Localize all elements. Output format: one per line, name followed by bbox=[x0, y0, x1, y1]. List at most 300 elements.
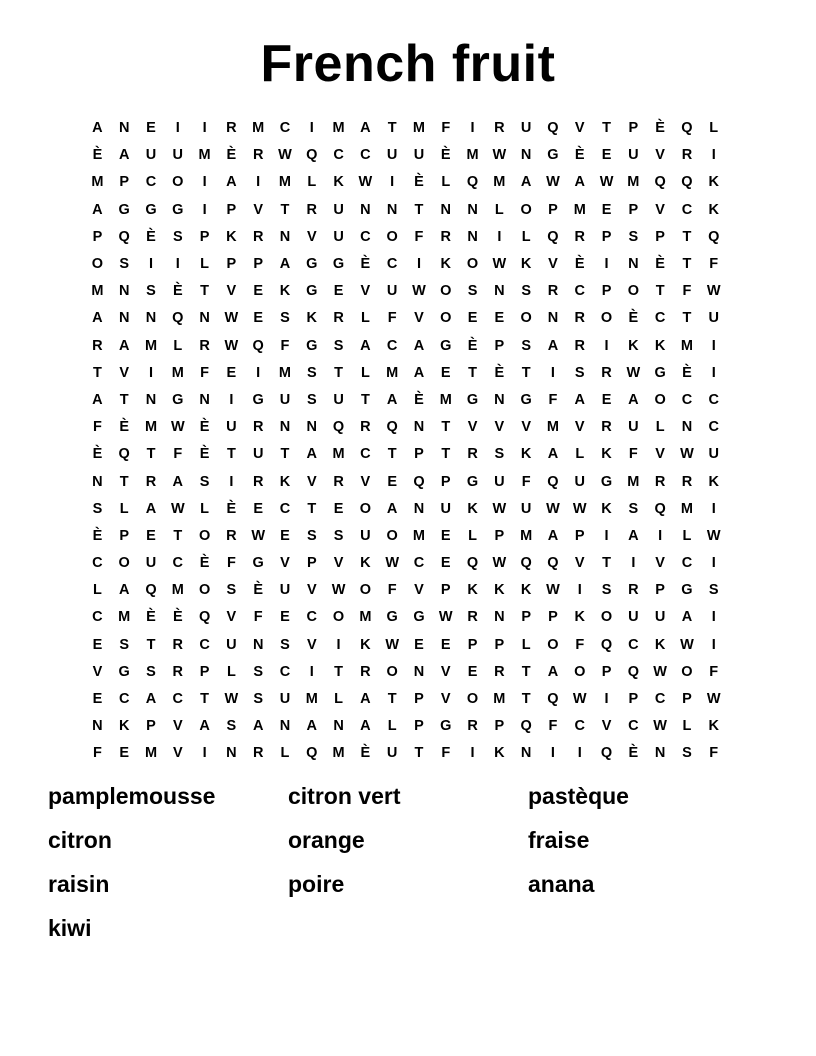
grid-letter: O bbox=[627, 283, 639, 300]
grid-letter: E bbox=[601, 391, 612, 408]
grid-letter: T bbox=[173, 527, 183, 544]
grid-letter: C bbox=[306, 609, 318, 626]
grid-letter: L bbox=[334, 691, 343, 708]
grid-letter: V bbox=[226, 609, 237, 626]
grid-letter: L bbox=[119, 500, 129, 517]
grid-letter: U bbox=[279, 582, 291, 599]
grid-letter: S bbox=[306, 527, 317, 544]
grid-letter: V bbox=[253, 201, 264, 218]
grid-letter: P bbox=[414, 718, 424, 735]
grid-letter: È bbox=[440, 147, 451, 164]
grid-row bbox=[84, 496, 732, 523]
grid-letter: I bbox=[229, 391, 234, 408]
grid-letter: L bbox=[494, 201, 504, 218]
grid-letter: N bbox=[92, 718, 103, 735]
word-list-item: citron vert bbox=[288, 783, 401, 809]
grid-letter: A bbox=[547, 337, 559, 354]
grid-letter: O bbox=[466, 691, 479, 708]
grid-letter: C bbox=[413, 555, 425, 572]
grid-letter: O bbox=[681, 663, 693, 680]
grid-letter: Q bbox=[547, 120, 559, 137]
grid-letter: Q bbox=[198, 609, 211, 626]
grid-letter: I bbox=[711, 609, 716, 626]
grid-letter: P bbox=[601, 663, 612, 680]
grid-letter: P bbox=[574, 527, 585, 544]
grid-letter: L bbox=[226, 663, 236, 680]
grid-letter: W bbox=[706, 691, 721, 708]
grid-letter: È bbox=[146, 609, 156, 626]
grid-letter: T bbox=[387, 446, 397, 463]
grid-letter: U bbox=[574, 473, 585, 490]
grid-letter: M bbox=[252, 120, 265, 137]
grid-letter: Q bbox=[332, 419, 345, 436]
grid-letter: S bbox=[306, 391, 317, 408]
grid-letter: P bbox=[494, 718, 505, 735]
grid-letter: E bbox=[440, 555, 451, 572]
word-list-item: pamplemousse bbox=[48, 783, 216, 809]
grid-letter: È bbox=[467, 337, 478, 354]
grid-letter: M bbox=[520, 527, 533, 544]
grid-letter: S bbox=[574, 364, 585, 381]
grid-letter: P bbox=[655, 228, 665, 245]
grid-letter: G bbox=[306, 256, 318, 273]
grid-letter: S bbox=[521, 337, 531, 354]
grid-letter: F bbox=[92, 745, 102, 762]
grid-letter: T bbox=[682, 228, 692, 245]
grid-letter: F bbox=[521, 473, 531, 490]
grid-letter: O bbox=[118, 555, 130, 572]
grid-letter: U bbox=[386, 147, 398, 164]
grid-letter: Q bbox=[547, 473, 559, 490]
grid-letter: Q bbox=[145, 582, 157, 599]
grid-letter: E bbox=[92, 691, 103, 708]
grid-letter: G bbox=[172, 391, 184, 408]
grid-letter: A bbox=[547, 663, 559, 680]
grid-letter: U bbox=[172, 147, 184, 164]
grid-letter: T bbox=[334, 364, 343, 381]
grid-letter: V bbox=[280, 555, 290, 572]
grid-letter: R bbox=[252, 745, 264, 762]
grid-letter: P bbox=[521, 609, 531, 626]
grid-row bbox=[84, 169, 732, 196]
grid-letter: A bbox=[92, 310, 103, 327]
grid-letter: K bbox=[520, 582, 532, 599]
grid-letter: K bbox=[494, 582, 505, 599]
grid-letter: P bbox=[628, 120, 639, 137]
word-list-item: orange bbox=[288, 827, 365, 853]
grid-letter: T bbox=[119, 391, 129, 408]
grid-letter: K bbox=[654, 337, 666, 354]
grid-letter: R bbox=[360, 663, 371, 680]
grid-letter: K bbox=[601, 446, 612, 463]
grid-letter: M bbox=[278, 364, 292, 381]
grid-letter: M bbox=[546, 419, 559, 436]
grid-letter: G bbox=[118, 663, 130, 680]
grid-letter: O bbox=[386, 527, 398, 544]
grid-letter: P bbox=[253, 256, 264, 273]
grid-letter: R bbox=[306, 201, 318, 218]
grid-letter: M bbox=[627, 174, 640, 191]
grid-letter: I bbox=[309, 663, 314, 680]
grid-letter: T bbox=[682, 256, 692, 273]
grid-letter: O bbox=[520, 310, 532, 327]
grid-letter: P bbox=[494, 527, 505, 544]
grid-letter: E bbox=[601, 147, 612, 164]
grid-letter: C bbox=[386, 337, 398, 354]
word-list-item: anana bbox=[528, 871, 595, 897]
grid-letter: I bbox=[148, 256, 153, 273]
grid-letter: I bbox=[390, 174, 395, 191]
grid-letter: F bbox=[682, 283, 692, 300]
grid-letter: S bbox=[119, 636, 130, 653]
grid-letter: I bbox=[229, 473, 234, 490]
grid-row bbox=[84, 142, 732, 169]
grid-letter: A bbox=[306, 718, 318, 735]
grid-letter: U bbox=[333, 228, 344, 245]
grid-letter: C bbox=[574, 718, 585, 735]
grid-letter: W bbox=[385, 636, 399, 653]
grid-letter: T bbox=[307, 500, 317, 517]
grid-letter: N bbox=[520, 745, 532, 762]
grid-letter: È bbox=[414, 174, 424, 191]
grid-letter: G bbox=[466, 391, 479, 408]
grid-letter: W bbox=[492, 555, 507, 572]
grid-letter: A bbox=[92, 391, 103, 408]
grid-letter: R bbox=[681, 473, 693, 490]
grid-letter: N bbox=[333, 718, 344, 735]
grid-letter: M bbox=[412, 527, 425, 544]
grid-letter: T bbox=[200, 283, 210, 300]
grid-letter: U bbox=[628, 419, 639, 436]
grid-letter: F bbox=[709, 745, 719, 762]
grid-letter: È bbox=[226, 147, 237, 164]
grid-letter: Q bbox=[547, 555, 559, 572]
grid-letter: K bbox=[654, 636, 666, 653]
grid-letter: V bbox=[360, 473, 371, 490]
grid-letter: A bbox=[547, 446, 559, 463]
grid-letter: E bbox=[440, 636, 451, 653]
grid-letter: M bbox=[332, 745, 345, 762]
grid-letter: F bbox=[414, 228, 424, 245]
grid-letter: C bbox=[145, 174, 157, 191]
grid-row bbox=[84, 686, 732, 713]
grid-letter: V bbox=[601, 718, 612, 735]
grid-row bbox=[84, 251, 732, 278]
grid-letter: È bbox=[628, 310, 639, 327]
grid-letter: R bbox=[333, 473, 344, 490]
grid-letter: R bbox=[574, 310, 585, 327]
grid-letter: W bbox=[492, 256, 507, 273]
grid-letter: Q bbox=[386, 419, 398, 436]
grid-letter: F bbox=[387, 582, 397, 599]
grid-letter: I bbox=[202, 201, 207, 218]
grid-row bbox=[84, 224, 732, 251]
grid-letter: I bbox=[256, 364, 261, 381]
grid-letter: U bbox=[226, 636, 237, 653]
grid-letter: V bbox=[440, 691, 451, 708]
grid-letter: R bbox=[574, 337, 585, 354]
grid-letter: E bbox=[467, 663, 478, 680]
grid-letter: V bbox=[306, 473, 317, 490]
grid-letter: C bbox=[279, 500, 291, 517]
grid-letter: S bbox=[146, 283, 156, 300]
grid-letter: È bbox=[574, 256, 585, 273]
grid-letter: Q bbox=[600, 636, 613, 653]
grid-letter: V bbox=[655, 201, 665, 218]
grid-letter: R bbox=[494, 120, 505, 137]
grid-letter: U bbox=[628, 147, 639, 164]
grid-letter: R bbox=[628, 582, 639, 599]
grid-letter: P bbox=[628, 201, 639, 218]
grid-letter: C bbox=[628, 636, 639, 653]
grid-letter: P bbox=[414, 446, 424, 463]
grid-letter: R bbox=[574, 228, 585, 245]
grid-letter: F bbox=[253, 609, 263, 626]
grid-letter: N bbox=[279, 718, 291, 735]
grid-letter: W bbox=[278, 147, 292, 164]
grid-letter: E bbox=[440, 527, 451, 544]
grid-letter: Q bbox=[118, 228, 130, 245]
grid-letter: S bbox=[682, 745, 692, 762]
grid-letter: F bbox=[628, 446, 638, 463]
grid-letter: P bbox=[199, 663, 210, 680]
grid-letter: S bbox=[172, 228, 183, 245]
grid-letter: I bbox=[711, 500, 716, 517]
grid-letter: R bbox=[199, 337, 210, 354]
grid-letter: P bbox=[92, 228, 103, 245]
grid-letter: Q bbox=[306, 745, 318, 762]
grid-letter: W bbox=[224, 337, 239, 354]
grid-letter: A bbox=[118, 582, 130, 599]
grid-letter: È bbox=[226, 500, 237, 517]
grid-letter: L bbox=[200, 256, 210, 273]
grid-letter: C bbox=[681, 555, 693, 572]
grid-letter: K bbox=[279, 473, 291, 490]
grid-letter: W bbox=[680, 636, 694, 653]
grid-letter: A bbox=[628, 391, 639, 408]
grid-letter: K bbox=[520, 446, 532, 463]
grid-letter: V bbox=[521, 419, 531, 436]
grid-letter: R bbox=[440, 228, 451, 245]
grid-letter: G bbox=[654, 364, 666, 381]
grid-letter: R bbox=[494, 663, 505, 680]
grid-letter: E bbox=[280, 527, 290, 544]
grid-letter: N bbox=[413, 500, 425, 517]
grid-letter: E bbox=[280, 609, 290, 626]
word-list-item: fraise bbox=[528, 827, 590, 853]
grid-letter: M bbox=[171, 582, 184, 599]
grid-letter: Q bbox=[413, 473, 425, 490]
grid-letter: U bbox=[333, 201, 344, 218]
grid-letter: I bbox=[711, 364, 716, 381]
grid-letter: R bbox=[252, 228, 264, 245]
grid-letter: N bbox=[494, 283, 505, 300]
grid-letter: G bbox=[306, 337, 318, 354]
grid-letter: È bbox=[360, 745, 371, 762]
grid-letter: O bbox=[466, 256, 479, 273]
grid-letter: P bbox=[119, 527, 130, 544]
grid-letter: O bbox=[520, 201, 532, 218]
grid-letter: E bbox=[440, 364, 451, 381]
grid-letter: T bbox=[441, 419, 451, 436]
grid-letter: O bbox=[332, 609, 345, 626]
grid-letter: A bbox=[681, 609, 693, 626]
grid-letter: P bbox=[306, 555, 317, 572]
grid-letter: V bbox=[172, 745, 183, 762]
grid-letter: N bbox=[413, 419, 425, 436]
grid-letter: M bbox=[144, 337, 158, 354]
grid-letter: T bbox=[602, 120, 611, 137]
grid-letter: Q bbox=[547, 691, 559, 708]
grid-letter: M bbox=[680, 500, 693, 517]
grid-letter: N bbox=[467, 228, 478, 245]
grid-letter: I bbox=[175, 120, 180, 137]
grid-letter: I bbox=[550, 745, 555, 762]
grid-letter: A bbox=[360, 718, 371, 735]
grid-letter: K bbox=[360, 636, 371, 653]
grid-letter: R bbox=[172, 636, 184, 653]
grid-letter: F bbox=[226, 555, 236, 572]
grid-letter: Q bbox=[520, 555, 532, 572]
grid-letter: S bbox=[306, 364, 317, 381]
grid-letter: T bbox=[387, 120, 397, 137]
grid-letter: V bbox=[306, 582, 317, 599]
grid-letter: E bbox=[467, 310, 478, 327]
grid-letter: N bbox=[467, 201, 478, 218]
grid-letter: A bbox=[413, 337, 425, 354]
grid-letter: P bbox=[146, 718, 156, 735]
grid-letter: S bbox=[494, 446, 505, 463]
grid-letter: I bbox=[309, 120, 314, 137]
grid-letter: T bbox=[682, 310, 692, 327]
grid-row bbox=[84, 577, 732, 604]
grid-letter: Q bbox=[118, 446, 130, 463]
grid-letter: N bbox=[547, 310, 559, 327]
grid-letter: A bbox=[92, 120, 103, 137]
grid-letter: M bbox=[332, 446, 345, 463]
grid-row bbox=[84, 659, 732, 686]
grid-letter: Q bbox=[172, 310, 184, 327]
grid-letter: C bbox=[708, 391, 719, 408]
grid-letter: W bbox=[680, 446, 694, 463]
grid-letter: E bbox=[333, 283, 344, 300]
grid-letter: R bbox=[681, 147, 693, 164]
grid-letter: I bbox=[256, 174, 261, 191]
grid-letter: R bbox=[601, 419, 612, 436]
grid-letter: M bbox=[493, 691, 506, 708]
grid-letter: I bbox=[175, 256, 180, 273]
grid-letter: G bbox=[520, 391, 532, 408]
grid-letter: L bbox=[307, 174, 317, 191]
grid-letter: M bbox=[332, 120, 345, 137]
grid-letter: R bbox=[333, 310, 344, 327]
grid-letter: U bbox=[386, 283, 398, 300]
grid-letter: N bbox=[118, 310, 130, 327]
grid-letter: A bbox=[145, 691, 157, 708]
grid-letter: N bbox=[252, 636, 264, 653]
grid-letter: C bbox=[279, 120, 291, 137]
grid-letter: E bbox=[414, 636, 424, 653]
grid-letter: A bbox=[226, 174, 237, 191]
grid-letter: P bbox=[548, 201, 558, 218]
grid-letter: N bbox=[440, 201, 451, 218]
grid-letter: K bbox=[118, 718, 130, 735]
grid-letter: W bbox=[546, 174, 560, 191]
grid-letter: W bbox=[706, 283, 721, 300]
grid-letter: P bbox=[628, 691, 639, 708]
grid-letter: T bbox=[200, 691, 210, 708]
grid-letter: G bbox=[466, 473, 479, 490]
grid-letter: N bbox=[494, 609, 505, 626]
grid-letter: A bbox=[279, 256, 291, 273]
grid-letter: I bbox=[658, 527, 663, 544]
grid-letter: L bbox=[468, 527, 477, 544]
grid-letter: È bbox=[119, 419, 130, 436]
grid-letter: P bbox=[494, 636, 505, 653]
grid-letter: P bbox=[548, 609, 558, 626]
grid-letter: M bbox=[278, 174, 292, 191]
grid-letter: È bbox=[146, 228, 156, 245]
grid-letter: È bbox=[199, 555, 210, 572]
grid-letter: È bbox=[494, 364, 505, 381]
grid-letter: A bbox=[145, 500, 157, 517]
grid-letter: I bbox=[416, 256, 421, 273]
grid-letter: K bbox=[226, 228, 237, 245]
grid-letter: R bbox=[92, 337, 103, 354]
grid-letter: E bbox=[253, 283, 264, 300]
grid-row bbox=[84, 197, 732, 224]
grid-letter: W bbox=[706, 527, 721, 544]
grid-letter: N bbox=[226, 745, 237, 762]
grid-letter: I bbox=[604, 527, 609, 544]
grid-letter: Q bbox=[466, 555, 479, 572]
grid-letter: T bbox=[334, 663, 343, 680]
grid-letter: M bbox=[386, 364, 399, 381]
grid-letter: M bbox=[412, 120, 425, 137]
grid-letter: E bbox=[387, 473, 397, 490]
grid-letter: T bbox=[226, 446, 236, 463]
grid-letter: V bbox=[574, 419, 585, 436]
grid-letter: N bbox=[279, 419, 291, 436]
grid-letter: M bbox=[627, 473, 640, 490]
grid-letter: N bbox=[145, 310, 157, 327]
grid-letter: S bbox=[601, 582, 612, 599]
grid-row bbox=[84, 468, 732, 495]
grid-row bbox=[84, 632, 732, 659]
grid-letter: I bbox=[202, 174, 207, 191]
grid-letter: C bbox=[279, 663, 291, 680]
grid-letter: L bbox=[655, 419, 665, 436]
grid-letter: W bbox=[546, 582, 560, 599]
grid-letter: N bbox=[413, 663, 425, 680]
grid-letter: N bbox=[279, 228, 291, 245]
grid-letter: K bbox=[440, 256, 451, 273]
grid-letter: W bbox=[224, 310, 239, 327]
grid-letter: P bbox=[494, 337, 505, 354]
grid-letter: C bbox=[708, 419, 719, 436]
grid-letter: I bbox=[148, 364, 153, 381]
grid-row bbox=[84, 333, 732, 360]
grid-letter: V bbox=[574, 555, 585, 572]
grid-letter: R bbox=[226, 527, 237, 544]
grid-letter: V bbox=[226, 283, 237, 300]
grid-letter: F bbox=[173, 446, 183, 463]
grid-letter: Q bbox=[627, 663, 639, 680]
grid-letter: T bbox=[414, 201, 424, 218]
grid-letter: N bbox=[118, 120, 130, 137]
grid-letter: A bbox=[172, 473, 184, 490]
grid-letter: W bbox=[412, 283, 426, 300]
